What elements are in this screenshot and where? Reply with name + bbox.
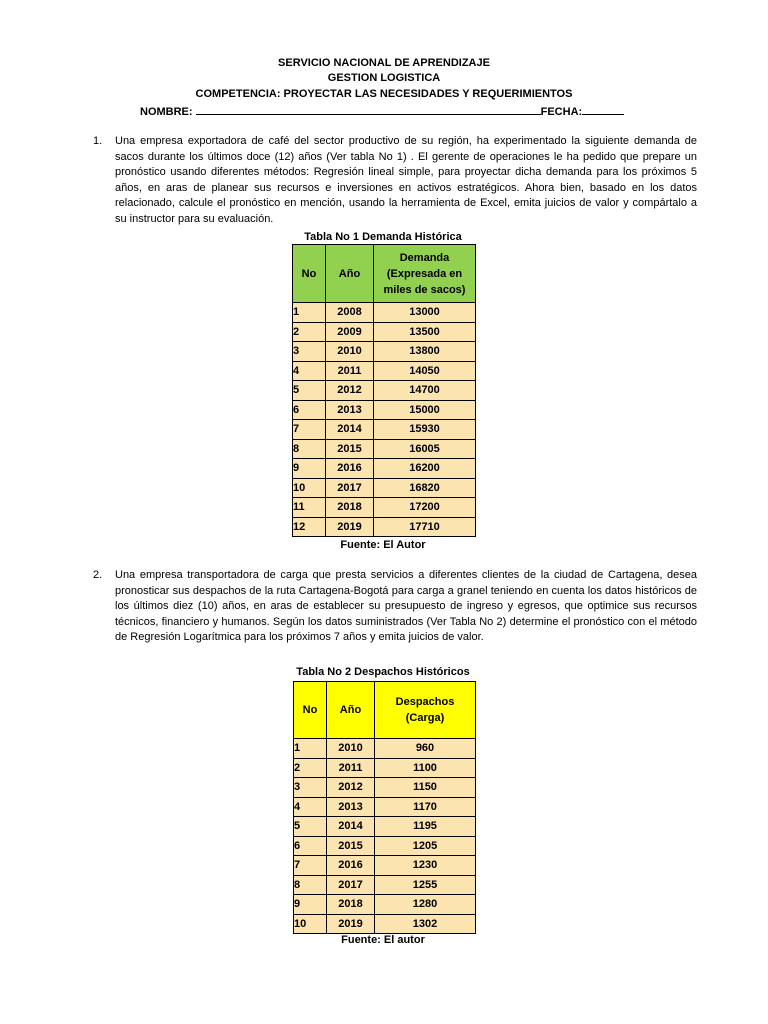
table-1-cell-no: 1	[293, 303, 326, 323]
table-1-cell-value: 16820	[374, 478, 476, 498]
table-1-cell-value: 14700	[374, 381, 476, 401]
table-1-row	[293, 322, 476, 342]
name-date-line	[140, 104, 624, 119]
nombre-blank	[196, 104, 541, 115]
table-1-cell-year: 2018	[326, 498, 374, 518]
table-2-cell-year: 2016	[327, 856, 375, 876]
table-2-header-row	[294, 682, 476, 739]
table-1-cell-value: 17200	[374, 498, 476, 518]
competency-title: COMPETENCIA: PROYECTAR LAS NECESIDADES Y REQUERIMIENTOS	[195, 88, 573, 100]
table-2-cell-no: 9	[294, 895, 327, 915]
table-2-cell-no: 3	[294, 778, 327, 798]
table-2-row	[294, 817, 476, 837]
table-1-cell-value: 14050	[374, 361, 476, 381]
program-title: GESTION LOGISTICA	[327, 72, 441, 84]
table-1-header-row	[293, 245, 476, 303]
table-1-cell-year: 2013	[326, 400, 374, 420]
table-1-row	[293, 361, 476, 381]
table-2-cell-value: 1280	[375, 895, 476, 915]
table-2-cell-no: 10	[294, 914, 327, 934]
table-2-cell-no: 5	[294, 817, 327, 837]
table-1-row	[293, 420, 476, 440]
table-1-row	[293, 498, 476, 518]
table-2-row	[294, 739, 476, 759]
table-1-cell-no: 9	[293, 459, 326, 479]
table-2-cell-value: 1255	[375, 875, 476, 895]
table-2-cell-year: 2017	[327, 875, 375, 895]
table-1-cell-no: 3	[293, 342, 326, 362]
table-1-row	[293, 303, 476, 323]
table-1-row	[293, 342, 476, 362]
table-2-cell-value: 1302	[375, 914, 476, 934]
table-2-row	[294, 778, 476, 798]
question-2-number: 2.	[93, 569, 103, 581]
table-1-cell-value: 13000	[374, 303, 476, 323]
table-1-row	[293, 400, 476, 420]
table-2-cell-value: 1100	[375, 758, 476, 778]
table-1-cell-year: 2016	[326, 459, 374, 479]
table-2-cell-value: 1170	[375, 797, 476, 817]
table-2	[293, 681, 476, 934]
table-1-cell-no: 11	[293, 498, 326, 518]
table-1-cell-no: 6	[293, 400, 326, 420]
table-2-cell-year: 2013	[327, 797, 375, 817]
table-1-cell-no: 7	[293, 420, 326, 440]
table-1-cell-no: 2	[293, 322, 326, 342]
table-2-cell-year: 2018	[327, 895, 375, 915]
table-2-cell-year: 2014	[327, 817, 375, 837]
table-1-header-demand: Demanda (Expresada en miles de sacos)	[374, 245, 476, 303]
table-1-cell-year: 2010	[326, 342, 374, 362]
table-2-cell-year: 2011	[327, 758, 375, 778]
table-1	[292, 244, 476, 537]
fecha-blank	[582, 104, 624, 115]
table-1-source: Fuente: El Autor	[340, 539, 426, 551]
table-1-cell-year: 2017	[326, 478, 374, 498]
table-1-row	[293, 459, 476, 479]
fecha-label: FECHA:	[540, 106, 583, 118]
table-1-cell-no: 10	[293, 478, 326, 498]
table-2-cell-year: 2012	[327, 778, 375, 798]
table-2-header-year: Año	[327, 682, 375, 739]
table-1-row	[293, 381, 476, 401]
table-1-cell-year: 2019	[326, 517, 374, 537]
table-2-cell-value: 1230	[375, 856, 476, 876]
table-1-cell-value: 16005	[374, 439, 476, 459]
table-2-row	[294, 914, 476, 934]
table-1-cell-year: 2011	[326, 361, 374, 381]
table-2-cell-value: 1205	[375, 836, 476, 856]
question-1-text: Una empresa exportadora de café del sector productivo de su región, ha experimentado la siguiente demanda de sacos durante los últimos doce (12) años (Ver tabla No 1) . El gerente de operaciones le ha pedido que prepare un pronóstico usando diferentes métodos: Regresión lineal simple, para proyectar dicha demanda para los próximos 5 años, en aras de planear sus recursos e inversiones en activos estratégicos. Ahora bien, basado en los datos relacionado, calcule el pronóstico en mención, usando la herramienta de Excel, emita juicios de valor y compártalo a su instructor para su evaluación.	[115, 135, 697, 225]
table-1-cell-value: 13500	[374, 322, 476, 342]
table-1-cell-year: 2008	[326, 303, 374, 323]
table-1-cell-value: 13800	[374, 342, 476, 362]
table-2-row	[294, 895, 476, 915]
table-2-cell-no: 8	[294, 875, 327, 895]
table-2-cell-value: 960	[375, 739, 476, 759]
table-1-cell-no: 12	[293, 517, 326, 537]
table-1-header-no: No	[293, 245, 326, 303]
table-1-header-year: Año	[326, 245, 374, 303]
table-1-cell-no: 5	[293, 381, 326, 401]
table-1-cell-value: 16200	[374, 459, 476, 479]
table-2-header-no: No	[294, 682, 327, 739]
table-1-cell-year: 2009	[326, 322, 374, 342]
table-2-cell-no: 6	[294, 836, 327, 856]
table-2-cell-year: 2015	[327, 836, 375, 856]
table-2-cell-value: 1195	[375, 817, 476, 837]
table-1-cell-no: 4	[293, 361, 326, 381]
table-2-cell-year: 2019	[327, 914, 375, 934]
table-2-source: Fuente: El autor	[341, 934, 425, 946]
table-2-cell-year: 2010	[327, 739, 375, 759]
table-2-row	[294, 875, 476, 895]
table-2-row	[294, 758, 476, 778]
table-1-cell-year: 2015	[326, 439, 374, 459]
table-2-cell-no: 2	[294, 758, 327, 778]
table-2-row	[294, 836, 476, 856]
table-1-title: Tabla No 1 Demanda Histórica	[304, 231, 462, 243]
table-2-row	[294, 856, 476, 876]
table-1-row	[293, 439, 476, 459]
nombre-label: NOMBRE:	[140, 106, 193, 118]
table-2-cell-value: 1150	[375, 778, 476, 798]
table-2-header-dispatches: Despachos (Carga)	[375, 682, 476, 739]
table-2-row	[294, 797, 476, 817]
table-1-cell-year: 2012	[326, 381, 374, 401]
table-1-cell-year: 2014	[326, 420, 374, 440]
table-1-cell-value: 15930	[374, 420, 476, 440]
table-2-cell-no: 7	[294, 856, 327, 876]
table-1-cell-no: 8	[293, 439, 326, 459]
table-1-row	[293, 478, 476, 498]
table-2-cell-no: 4	[294, 797, 327, 817]
table-2-cell-no: 1	[294, 739, 327, 759]
question-1-number: 1.	[93, 135, 103, 147]
institution-title: SERVICIO NACIONAL DE APRENDIZAJE	[278, 57, 490, 69]
table-1-cell-value: 17710	[374, 517, 476, 537]
question-2-text: Una empresa transportadora de carga que presta servicios a diferentes clientes de la ciudad de Cartagena, desea pronosticar sus despachos de la ruta Cartagena-Bogotá para carga a granel teniendo en cuenta los datos históricos de los últimos diez (10) años, en aras de establecer su presupuesto de ingreso y egresos, que optimice sus recursos técnicos, financiero y humanos. Según los datos suministrados (Ver Tabla No 2) determine el pronóstico con el método de Regresión Logarítmica para los próximos 7 años y emita juicios de valor.	[115, 569, 697, 644]
table-1-cell-value: 15000	[374, 400, 476, 420]
table-1-row	[293, 517, 476, 537]
table-2-title: Tabla No 2 Despachos Históricos	[296, 666, 470, 678]
